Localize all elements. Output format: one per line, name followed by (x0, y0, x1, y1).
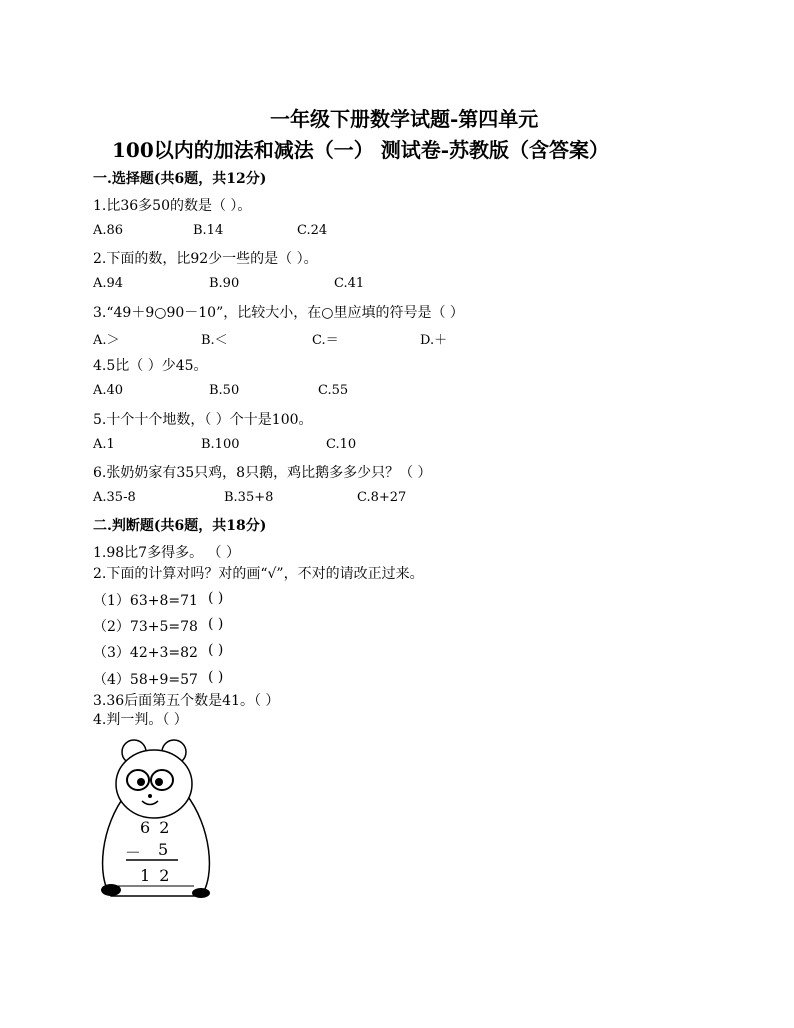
question-3: 3.“49＋9○90－10”，比较大小，在○里应填的符号是（ ） (93, 305, 464, 321)
q4-option-b: B.50 (209, 383, 240, 398)
question-5: 5.十个十个地数，（ ）个十是100。 (93, 412, 313, 428)
q6-option-c: C.8+27 (357, 490, 407, 505)
calc-blank-4: ( ) (208, 669, 224, 685)
q3-option-a: A.＞ (93, 333, 120, 348)
q6-option-b: B.35+8 (224, 490, 274, 505)
judge-question-2: 2.下面的计算对吗？对的画“√”，不对的请改正过来。 (93, 566, 424, 582)
panda-minus-sign: － (125, 843, 142, 862)
section-heading-judge: 二.判断题(共6题，共18分) (93, 518, 267, 534)
q4-option-c: C.55 (318, 383, 349, 398)
judge-question-1: 1.98比7多得多。 （ ） (93, 545, 240, 561)
calc-blank-1: ( ) (208, 590, 224, 606)
q6-option-a: A.35-8 (93, 490, 136, 505)
question-6: 6.张奶奶家有35只鸡，8只鹅，鸡比鹅多多少只？（ ） (93, 465, 432, 481)
q5-option-a: A.1 (93, 437, 115, 452)
title-line-1: 一年级下册数学试题-第四单元 (270, 107, 539, 131)
calc-blank-2: ( ) (208, 616, 224, 632)
question-1: 1.比36多50的数是（ ）。 (93, 198, 252, 214)
q2-option-a: A.94 (93, 276, 124, 291)
panda-subtrahend: 5 (158, 840, 169, 859)
q2-option-c: C.41 (334, 276, 365, 291)
section-heading-choice: 一.选择题(共6题，共12分) (93, 171, 267, 187)
calc-item-3: （3）42+3=82 (93, 645, 198, 661)
q5-option-b: B.100 (201, 437, 240, 452)
judge-question-4: 4.判一判。（ ） (93, 712, 188, 728)
panda-top-number: 6 2 (140, 818, 172, 837)
q3-option-c: C.＝ (312, 333, 339, 348)
q1-option-b: B.14 (193, 223, 224, 238)
calc-blank-3: ( ) (208, 642, 224, 658)
q3-option-d: D.＋ (420, 333, 448, 348)
judge-question-3: 3.36后面第五个数是41。（ ） (93, 693, 280, 709)
q2-option-b: B.90 (209, 276, 240, 291)
panda-right-foot (192, 888, 210, 898)
q4-option-a: A.40 (93, 383, 124, 398)
title-line-2: 100以内的加法和减法（一） 测试卷-苏教版（含答案） (112, 138, 610, 162)
question-4: 4.5比（ ）少45。 (93, 358, 208, 374)
q1-option-c: C.24 (297, 223, 328, 238)
calc-item-4: （4）58+9=57 (93, 672, 198, 688)
calc-item-2: （2）73+5=78 (93, 619, 198, 635)
question-2: 2.下面的数，比92少一些的是（ ）。 (93, 251, 318, 267)
q5-option-c: C.10 (326, 437, 357, 452)
panda-result: 1 2 (140, 866, 172, 885)
calc-item-1: （1）63+8=71 (93, 593, 198, 609)
q3-option-b: B.＜ (201, 333, 228, 348)
panda-left-foot (101, 884, 121, 896)
q1-option-a: A.86 (93, 223, 124, 238)
